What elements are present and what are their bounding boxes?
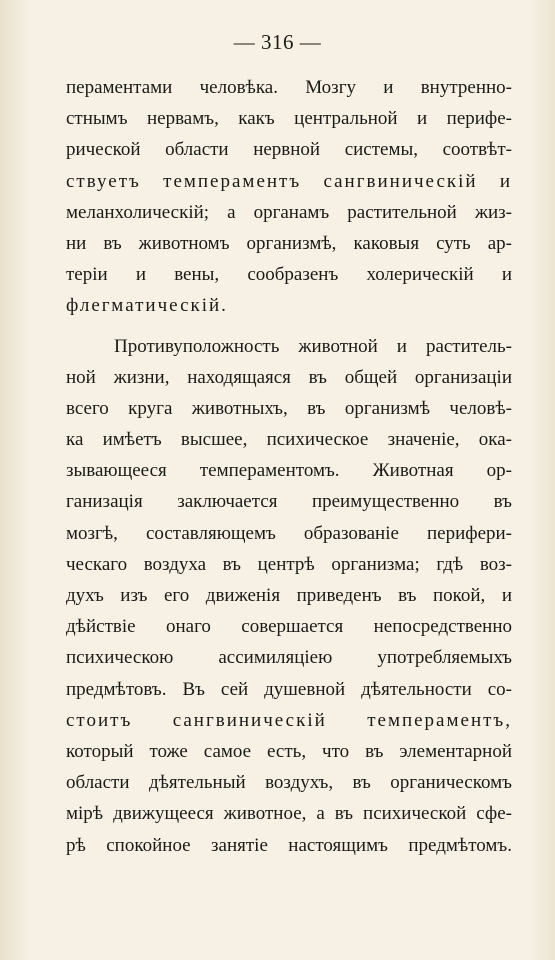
- text-line: рической области нервной системы, соотвѣт-: [66, 139, 512, 161]
- text-line: зывающееся темпераментомъ. Животная ор-: [66, 460, 512, 482]
- text-line: всего круга животныхъ, въ организмѣ человѣ-: [66, 397, 512, 419]
- text-line: ка имѣетъ высшее, психическое значеніе, ока-: [66, 429, 512, 451]
- text-line: области дѣятельный воздухъ, въ органическомъ: [66, 772, 512, 794]
- text-line: меланхолическій; а органамъ растительной жиз-: [66, 201, 512, 223]
- text-line: ческаго воздуха въ центрѣ организма; гдѣ воз-: [66, 553, 512, 575]
- text-line: теріи и вены, сообразенъ холерическій и: [66, 264, 512, 286]
- body-text: [66, 72, 512, 861]
- paragraph-gap: [66, 322, 512, 331]
- text-line: мозгѣ, составляющемъ образованіе перифери-: [66, 522, 512, 544]
- text-line: ной жизни, находящаяся въ общей организаціи: [66, 366, 512, 388]
- text-line: пераментами человѣка. Мозгу и внутренно-: [66, 77, 512, 98]
- text-line: ганизація заключается преимущественно въ: [66, 491, 512, 513]
- paragraph-2: [66, 331, 512, 861]
- page-number: — 316 —: [233, 30, 322, 54]
- text-line: который тоже самое есть, что въ элементарной: [66, 740, 512, 762]
- paragraph-1: [66, 72, 512, 322]
- text-line: флегматическій.: [66, 295, 228, 317]
- text-line: Противуположность животной и раститель-: [114, 335, 512, 357]
- text-line: ствуетъ темпераментъ сангвиническій и: [66, 170, 512, 192]
- text-line: стнымъ нервамъ, какъ центральной и перифе-: [66, 108, 512, 130]
- text-line: ни въ животномъ организмѣ, каковыя суть ар-: [66, 232, 512, 254]
- text-line: рѣ спокойное занятіе настоящимъ предмѣтомъ.: [66, 834, 512, 856]
- text-line: духъ изъ его движенія приведенъ въ покой, и: [66, 585, 512, 606]
- text-line: предмѣтовъ. Въ сей душевной дѣятельности со-: [66, 678, 512, 700]
- text-line: психическою ассимиляціею употребляемыхъ: [66, 647, 512, 669]
- text-line: стоитъ сангвиническій темпераментъ,: [66, 709, 512, 731]
- text-line: дѣйствіе онаго совершается непосредственно: [66, 616, 512, 638]
- text-line: мірѣ движущееся животное, а въ психической сфе-: [66, 803, 512, 825]
